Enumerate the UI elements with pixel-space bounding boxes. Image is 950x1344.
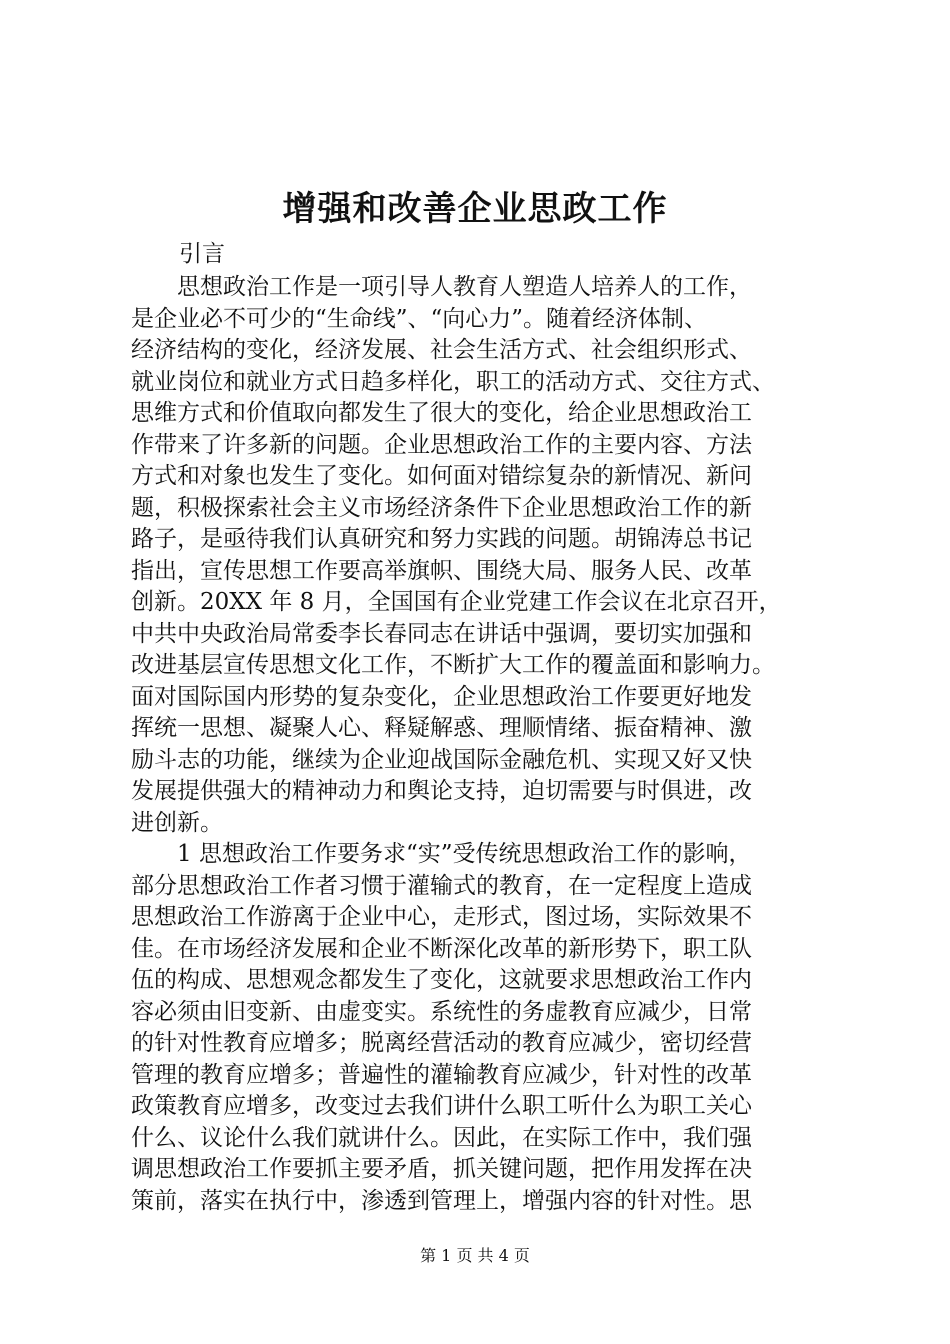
text-line: 1 思想政治工作要务求“实”受传统思想政治工作的影响， [131, 841, 752, 867]
text-line: 管理的教育应增多；普遍性的灌输教育应减少，针对性的改革 [131, 1061, 752, 1088]
text-line: 什么、议论什么我们就讲什么。因此，在实际工作中，我们强 [131, 1124, 752, 1151]
text-line: 部分思想政治工作者习惯于灌输式的教育，在一定程度上造成 [131, 872, 752, 899]
text-line: 佳。在市场经济发展和企业不断深化改革的新形势下，职工队 [131, 935, 752, 962]
text-line: 思维方式和价值取向都发生了很大的变化，给企业思想政治工 [131, 400, 752, 426]
text-line: 经济结构的变化，经济发展、社会生活方式、社会组织形式、 [131, 337, 752, 363]
text-line: 容必须由旧变新、由虚变实。系统性的务虚教育应减少，日常 [131, 998, 752, 1025]
text-line: 策前，落实在执行中，渗透到管理上，增强内容的针对性。思 [131, 1187, 752, 1214]
text-line: 是企业必不可少的“生命线”、“向心力”。随着经济体制、 [131, 305, 708, 332]
text-line: 伍的构成、思想观念都发生了变化，这就要求思想政治工作内 [131, 967, 752, 993]
section-heading: 引言 [179, 241, 225, 267]
text-line: 调思想政治工作要抓主要矛盾，抓关键问题，把作用发挥在决 [131, 1156, 752, 1182]
text-line: 题，积极探索社会主义市场经济条件下企业思想政治工作的新 [131, 494, 752, 521]
text-line: 进创新。 [131, 809, 223, 836]
text-line: 就业岗位和就业方式日趋多样化，职工的活动方式、交往方式、 [131, 368, 775, 395]
page-footer: 第 1 页 共 4 页 [420, 1246, 530, 1265]
text-line: 路子，是亟待我们认真研究和努力实践的问题。胡锦涛总书记 [131, 526, 752, 552]
text-line: 思想政治工作游离于企业中心，走形式，图过场，实际效果不 [131, 904, 752, 930]
text-line: 中共中央政治局常委李长春同志在讲话中强调，要切实加强和 [131, 620, 752, 647]
text-line: 指出，宣传思想工作要高举旗帜、围绕大局、服务人民、改革 [131, 557, 752, 584]
body-text [131, 272, 851, 1217]
text-line: 挥统一思想、凝聚人心、释疑解惑、理顺情绪、振奋精神、激 [131, 715, 752, 741]
text-line: 改进基层宣传思想文化工作，不断扩大工作的覆盖面和影响力。 [131, 652, 775, 678]
text-line: 发展提供强大的精神动力和舆论支持，迫切需要与时俱进，改 [131, 778, 752, 804]
text-line: 作带来了许多新的问题。企业思想政治工作的主要内容、方法 [131, 431, 752, 458]
text-line: 面对国际国内形势的复杂变化，企业思想政治工作要更好地发 [131, 683, 752, 710]
text-line: 的针对性教育应增多；脱离经营活动的教育应减少，密切经营 [131, 1030, 752, 1056]
text-line: 思想政治工作是一项引导人教育人塑造人培养人的工作， [131, 274, 752, 300]
text-line: 方式和对象也发生了变化。如何面对错综复杂的新情况、新问 [131, 463, 752, 489]
document-title: 增强和改善企业思政工作 [282, 189, 668, 229]
text-line: 创新。20XX 年 8 月，全国国有企业党建工作会议在北京召开， [131, 589, 782, 615]
text-line: 政策教育应增多，改变过去我们讲什么职工听什么为职工关心 [131, 1093, 752, 1119]
text-line: 励斗志的功能，继续为企业迎战国际金融危机、实现又好又快 [131, 746, 752, 773]
